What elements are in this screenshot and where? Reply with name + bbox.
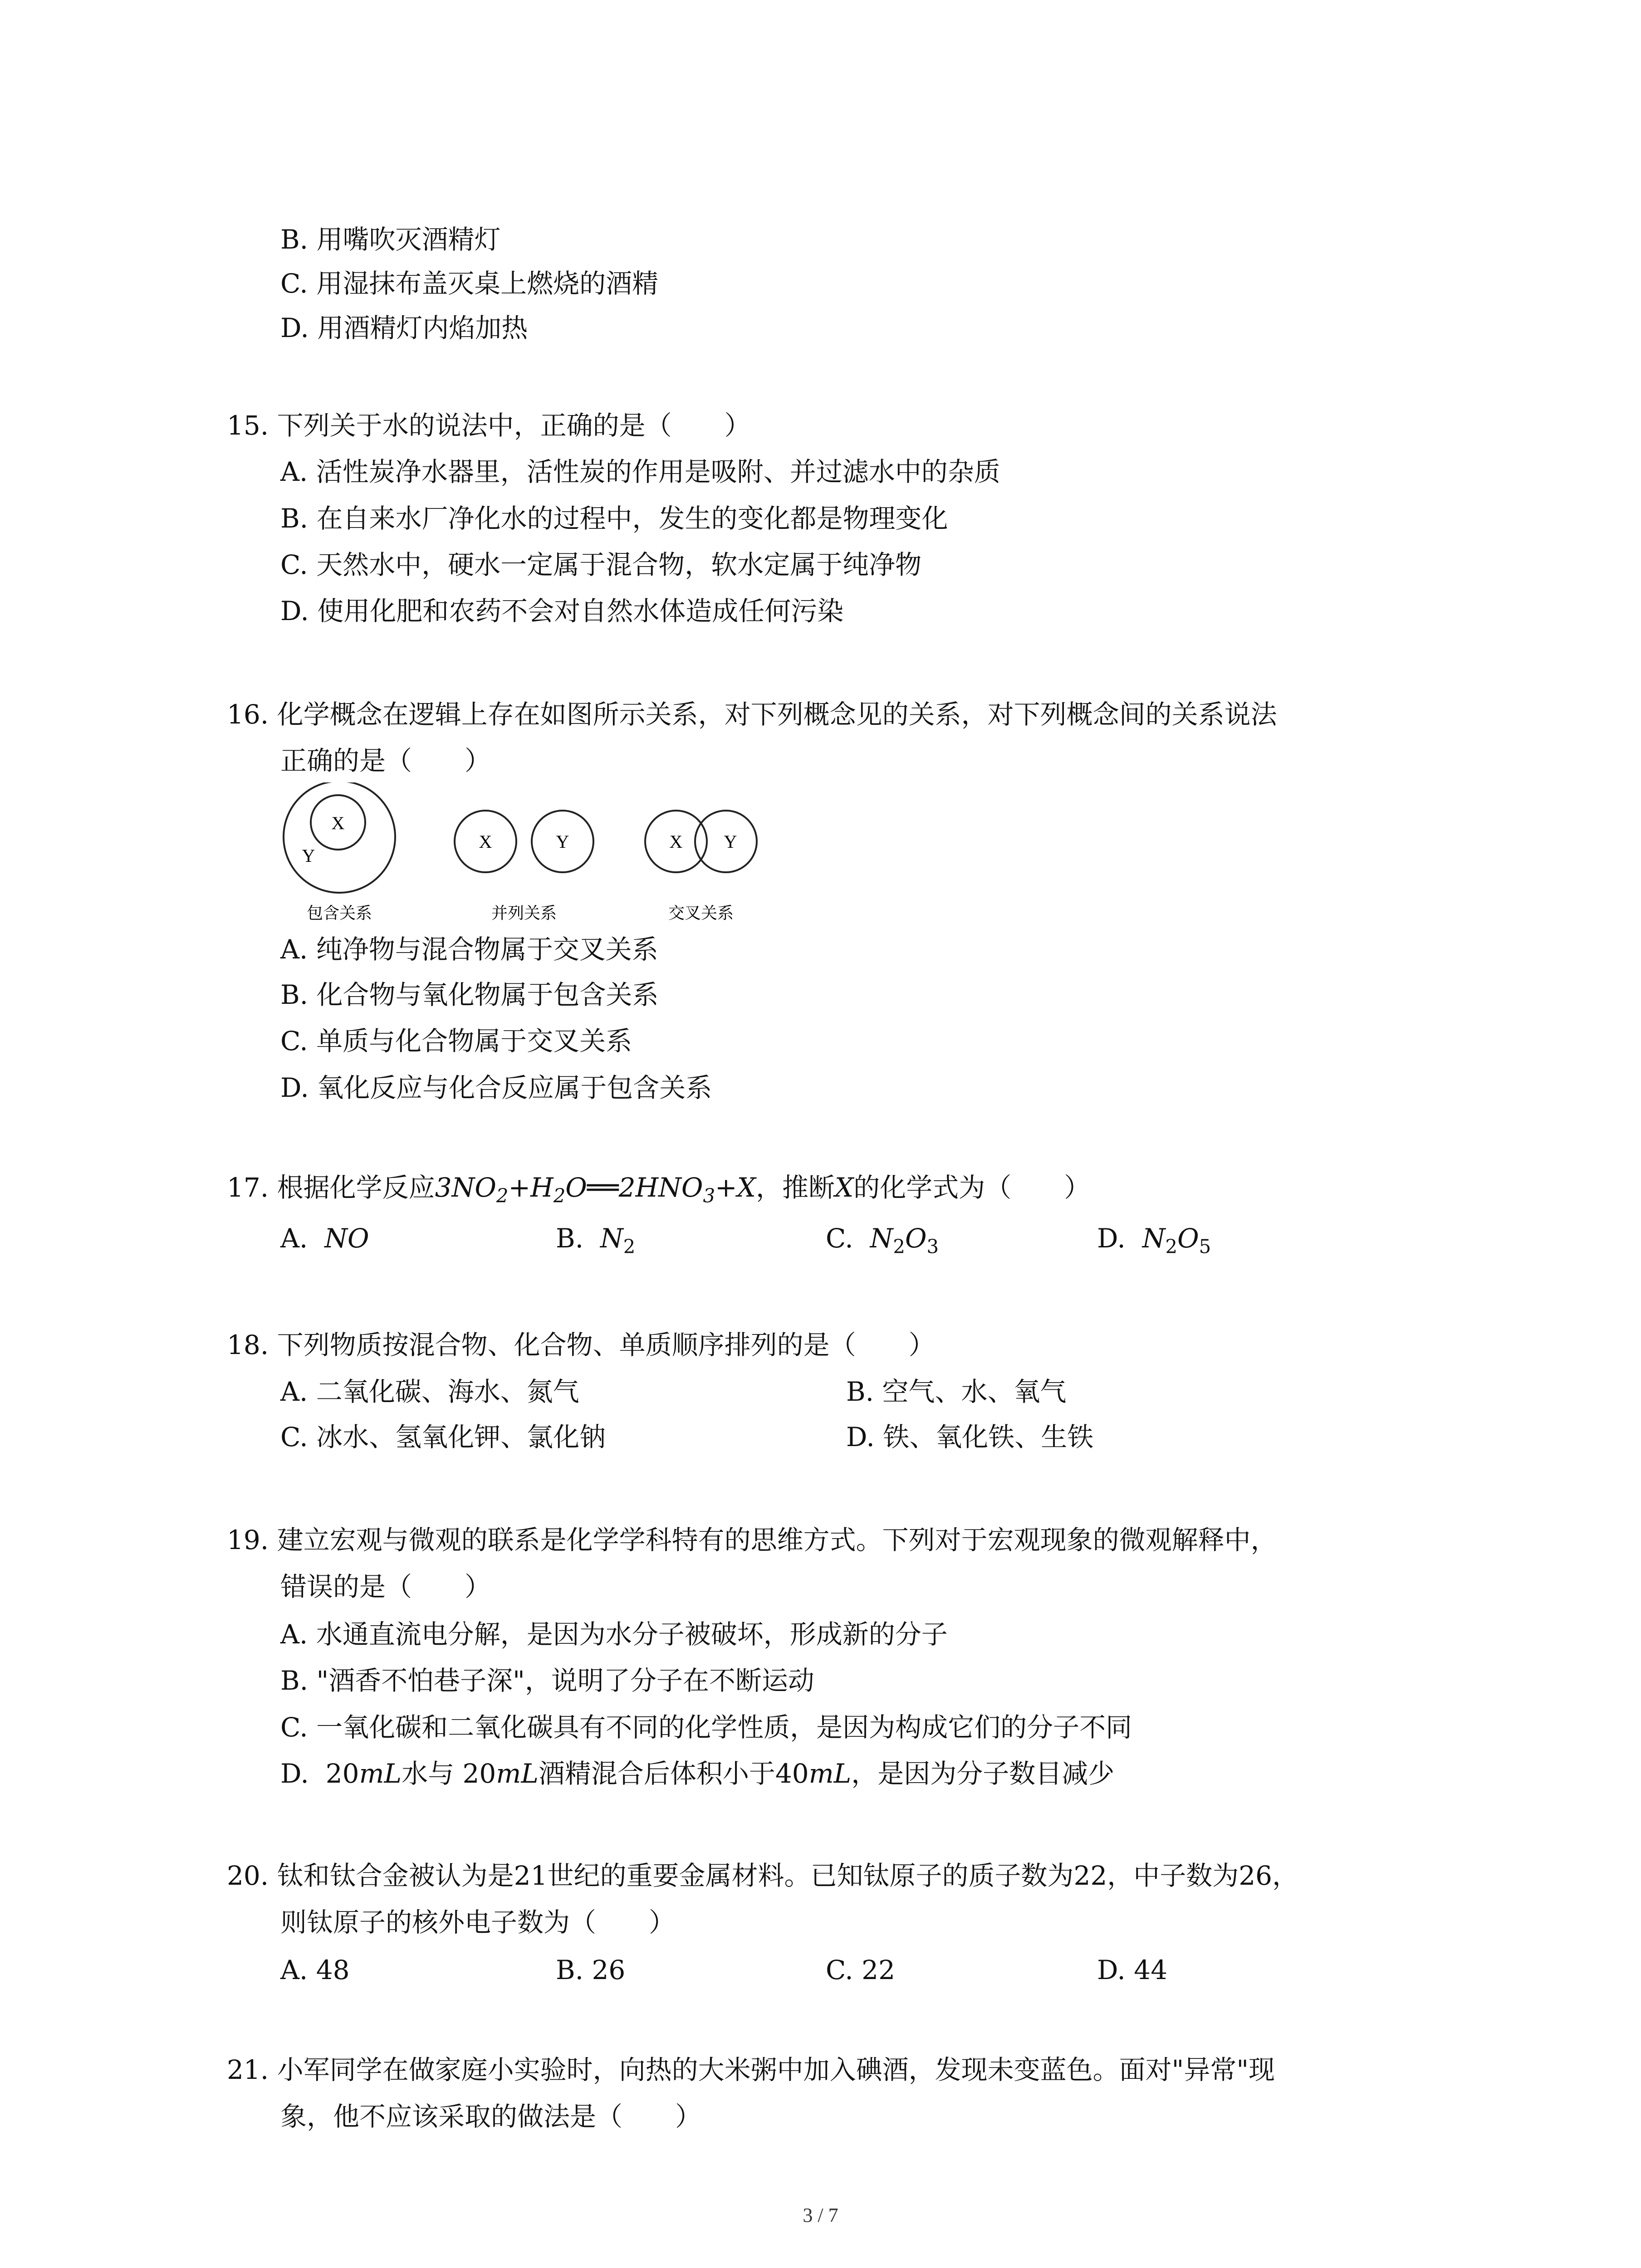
q17-option-b: B. $N_2$ [556,1223,636,1258]
label-cross: 交叉关系 [668,904,734,923]
q19-option-b: B. "酒香不怕巷子深"，说明了分子在不断运动 [280,1665,814,1696]
q17-option-d: D. $N_2O_5$ [1097,1223,1211,1258]
q15-option-a: A. 活性炭净水器里，活性炭的作用是吸附、并过滤水中的杂质 [280,456,1000,487]
relationship-diagram [272,782,771,932]
q15-option-c: C. 天然水中，硬水一定属于混合物，软水定属于纯净物 [280,549,922,580]
q17-stem [227,1169,1090,1206]
q18-option-a: A. 二氧化碳、海水、氮气 [280,1376,579,1407]
q20-option-a: A. 48 [280,1955,350,1985]
q14-option-d: D. 用酒精灯内焰加热 [280,313,528,343]
label-containment: 包含关系 [306,904,372,923]
q20-option-c: C. 22 [826,1955,895,1985]
q19-stem-line1: 19. 建立宏观与微观的联系是化学学科特有的思维方式。下列对于宏观现象的微观解释中， [227,1525,1277,1555]
label-x: X [479,831,492,852]
q19-option-a: A. 水通直流电分解，是因为水分子被破坏，形成新的分子 [280,1619,948,1650]
q17-mid: ，推断 [755,1172,835,1203]
q19-option-c: C. 一氧化碳和二氧化碳具有不同的化学性质，是因为构成它们的分子不同 [280,1712,1132,1743]
q16-stem-line2: 正确的是（ ） [280,745,491,776]
q17-option-a: A. NO [280,1223,369,1254]
q15-stem: 15. 下列关于水的说法中，正确的是（ ） [227,410,751,441]
q16-option-d: D. 氧化反应与化合反应属于包含关系 [280,1072,712,1103]
reaction-equation: $3NO_2+H_2O══2HNO_3+X$ [435,1172,756,1207]
label-x: X [331,813,345,833]
q18-option-c: C. 冰水、氢氧化钾、氯化钠 [280,1422,606,1452]
q16-option-a: A. 纯净物与混合物属于交叉关系 [280,934,658,965]
q15-option-d: D. 使用化肥和农药不会对自然水体造成任何污染 [280,596,844,626]
q20-option-d: D. 44 [1097,1955,1168,1985]
q20-stem-line2: 则钛原子的核外电子数为（ ） [280,1907,676,1938]
q21-stem-line1: 21. 小军同学在做家庭小实验时，向热的大米粥中加入碘酒，发现未变蓝色。面对"异常"现 [227,2054,1275,2085]
q16-stem-line1: 16. 化学概念在逻辑上存在如图所示关系，对下列概念见的关系，对下列概念间的关系说法 [227,699,1277,730]
parallel-diagram [455,811,593,923]
outer-circle-y [284,782,395,893]
q14-option-b: B. 用嘴吹灭酒精灯 [280,224,501,255]
page-number: 3 / 7 [803,2204,838,2226]
label-y: Y [724,831,737,852]
q21-stem-line2: 象，他不应该采取的做法是（ ） [280,2101,702,2132]
label-y: Y [556,831,569,852]
q18-option-d: D. 铁、氧化铁、生铁 [846,1422,1094,1452]
label-x: X [669,831,683,852]
q17-suffix: 的化学式为（ ） [853,1172,1091,1203]
q19-option-d: D. 20mL水与 20mL酒精混合后体积小于40mL，是因为分子数目减少 [280,1758,1115,1789]
q17-unknown: X [834,1172,854,1203]
q19-stem-line2: 错误的是（ ） [280,1571,491,1602]
q14-option-c: C. 用湿抹布盖灭桌上燃烧的酒精 [280,268,659,299]
q20-stem-line1: 20. 钛和钛合金被认为是21世纪的重要金属材料。已知钛原子的质子数为22，中子数为26， [227,1860,1299,1891]
q17-option-c: C. $N_2O_3$ [826,1223,939,1258]
q20-option-b: B. 26 [556,1955,626,1985]
q15-option-b: B. 在自来水厂净化水的过程中，发生的变化都是物理变化 [280,503,948,534]
q16-option-c: C. 单质与化合物属于交叉关系 [280,1026,632,1056]
cross-diagram [645,811,757,923]
label-y: Y [302,846,315,866]
q17-prefix: 17. 根据化学反应 [227,1172,435,1203]
containment-diagram [284,782,395,923]
q18-option-b: B. 空气、水、氧气 [846,1376,1067,1407]
q16-option-b: B. 化合物与氧化物属于包含关系 [280,979,659,1010]
label-parallel: 并列关系 [491,904,557,923]
q18-stem: 18. 下列物质按混合物、化合物、单质顺序排列的是（ ） [227,1330,935,1360]
